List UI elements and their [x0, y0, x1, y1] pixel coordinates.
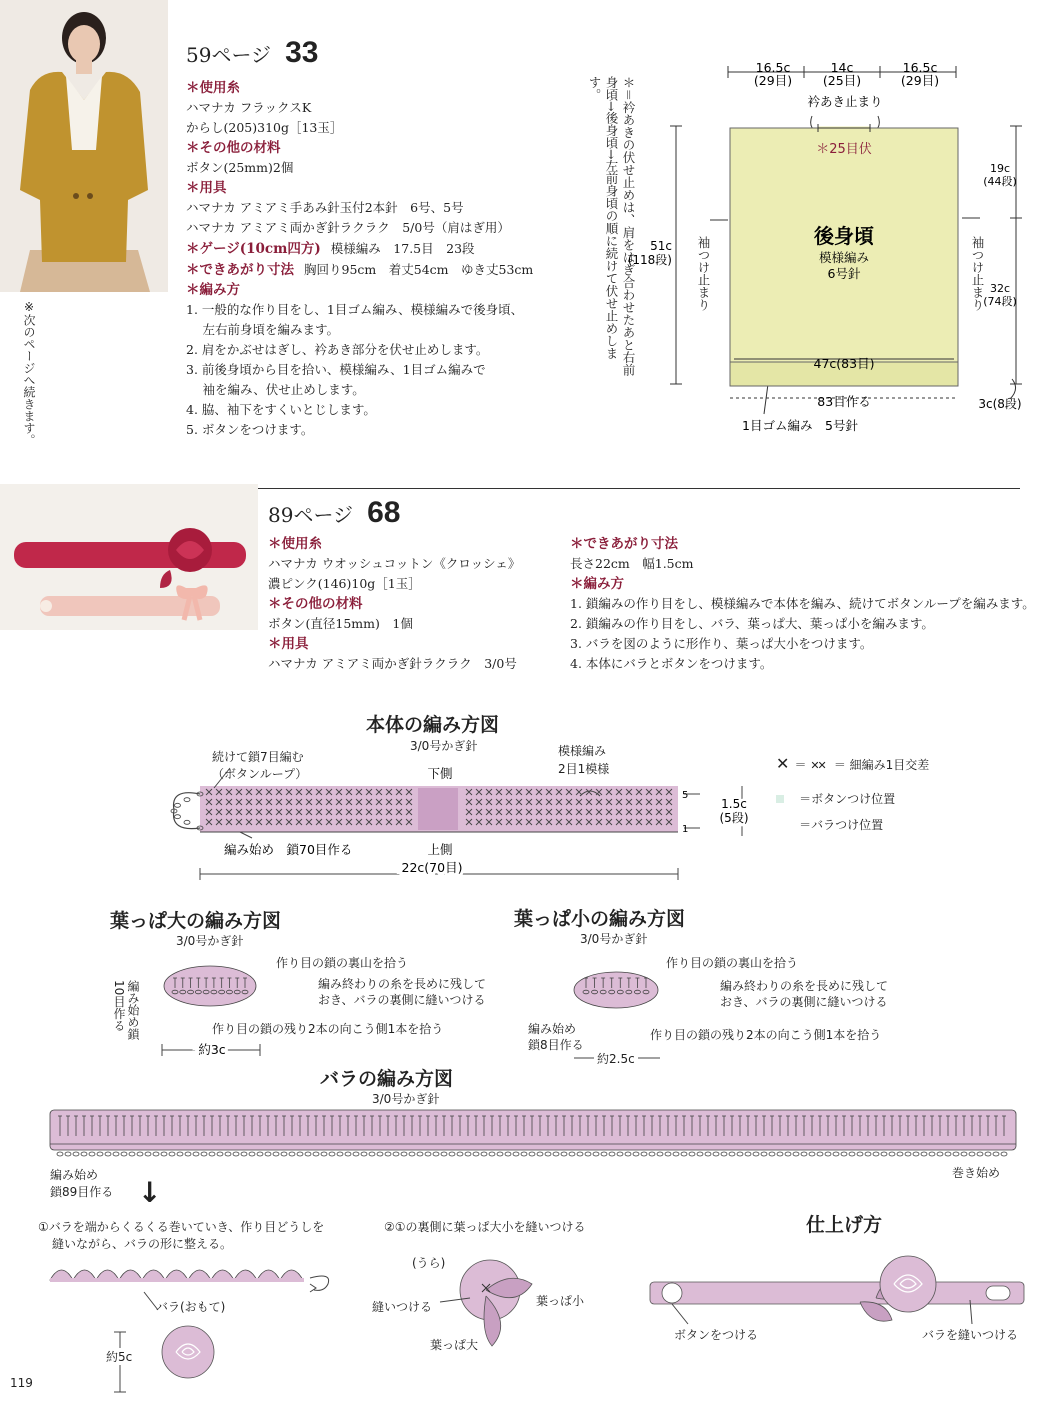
rose-chain-mark: [881, 1152, 887, 1156]
width-label: 47c(83目): [813, 356, 875, 371]
pattern33-number: 33: [285, 36, 319, 69]
cross-stitch-icon: ✕: [776, 754, 790, 773]
dim-left-cm: 16.5c: [755, 60, 791, 75]
rose-chain-mark: [465, 1152, 471, 1156]
top-side-label: 上側: [427, 842, 453, 857]
pattern33-line: ハマナカ アミアミ手あみ針玉付2本針 6号、5号: [186, 200, 464, 215]
rose-chain-mark: [257, 1152, 263, 1156]
gauge-text: 模様編み 17.5目 23段: [330, 241, 475, 256]
rose-chain-mark: [857, 1152, 863, 1156]
finishing-rose-label: バラを縫いつける: [922, 1328, 1019, 1342]
pattern-note-1: 模様編み: [558, 744, 607, 758]
sleeve-stop-right: 袖つけ止まり: [970, 236, 985, 311]
pattern33-heading: ＊その他の材料: [186, 140, 281, 156]
right-top-label: 19c: [989, 162, 1011, 175]
body-start-note: 編み始め 鎖70目作る: [224, 842, 353, 857]
rose-chain-mark: [737, 1152, 743, 1156]
rose-chain-mark: [393, 1152, 399, 1156]
rose-chain-mark: [929, 1152, 935, 1156]
rose-chain-mark: [305, 1152, 311, 1156]
pattern68-method-line: 2. 鎖編みの作り目をし、バラ、葉っぱ大、葉っぱ小を編みます。: [570, 616, 934, 631]
rose-chain-mark: [649, 1152, 655, 1156]
leaf-small-start-1: 編み始め: [528, 1022, 577, 1036]
dim-center-cm: 14c: [830, 60, 854, 75]
rose-chain-mark: [833, 1152, 839, 1156]
legend-cross-row: [776, 754, 1026, 778]
rose-chain-mark: [457, 1152, 463, 1156]
body-chart-title: 本体の編み方図: [366, 714, 500, 736]
rose-bloom-icon: [162, 1326, 214, 1378]
rose-chain-mark: [705, 1152, 711, 1156]
leaf-small-note-4: 作り目の鎖の残り2本の向こう側1本を拾う: [650, 1028, 882, 1042]
pattern33-page-ref: 59ページ: [186, 43, 272, 67]
rose-chain-mark: [409, 1152, 415, 1156]
rose-title: バラの編み方図: [320, 1068, 454, 1090]
button-loop-icon: [986, 1286, 1010, 1300]
size-row: [186, 259, 586, 280]
dim-right-cm: 16.5c: [902, 60, 938, 75]
size-text: 胸回り95cm 着丈54cm ゆき丈53cm: [304, 262, 534, 277]
bracelet-illustration: [0, 484, 258, 630]
legend-button-label: ＝ボタンつけ位置: [799, 792, 896, 806]
pattern33-line: ハマナカ アミアミ両かぎ針ラクラク 5/0号（肩はぎ用）: [186, 220, 510, 235]
finishing-title: 仕上げ方: [806, 1214, 883, 1236]
ribbing-label: 1目ゴム編み 5号針: [742, 418, 858, 433]
button-loop: [174, 793, 200, 829]
rose-chain-mark: [809, 1152, 815, 1156]
pattern68-page-ref: 89ページ: [268, 503, 354, 527]
pattern68-materials-line: 濃ピンク(146)10g［1玉］: [268, 576, 421, 591]
right-mid-label: 32c: [989, 282, 1011, 295]
pattern33-step: 4. 脇、袖下をすくいとじします。: [186, 402, 376, 417]
rose-chain-mark: [353, 1152, 359, 1156]
dim-center-sts: (25目): [822, 73, 862, 88]
rose-chain-mark: [425, 1152, 431, 1156]
leaf-small-callout: 葉っぱ小: [536, 1294, 585, 1308]
rose-chain-mark: [497, 1152, 503, 1156]
chain-stitch-mark: [174, 803, 180, 807]
leaf-small-title: 葉っぱ小の編み方図: [514, 908, 686, 930]
row-5-label: 5: [682, 790, 689, 801]
rose-chain-mark: [105, 1152, 111, 1156]
leaf-large-title: 葉っぱ大の編み方図: [110, 910, 282, 932]
jacket-photo: [0, 0, 168, 292]
rose-chain-mark: [713, 1152, 719, 1156]
rose-chain-mark: [921, 1152, 927, 1156]
body-height-label: 1.5c: [721, 797, 747, 811]
pattern-note-2: 2目1模様: [558, 762, 610, 776]
rose-chain-mark: [385, 1152, 391, 1156]
step1-line2: 縫いながら、バラの形に整える。: [52, 1237, 233, 1251]
bottom-side-label: 下側: [427, 766, 453, 781]
rose-chain-mark: [657, 1152, 663, 1156]
leaf-small-note-1: 作り目の鎖の裏山を拾う: [666, 956, 799, 970]
back-panel-title: 後身頃: [814, 224, 874, 248]
leaf-large-start: 編み始め鎖10目作る: [112, 980, 140, 1040]
cast-on-label: 83目作る: [817, 394, 871, 409]
rose-chain-mark: [785, 1152, 791, 1156]
rose-chain-mark: [721, 1152, 727, 1156]
rose-chain-mark: [537, 1152, 543, 1156]
rose-chain-mark: [849, 1152, 855, 1156]
pattern33-step: 1. 一般的な作り目をし、1目ゴム編み、模様編みで後身頃、: [186, 302, 524, 317]
rose-chain-mark: [361, 1152, 367, 1156]
rose-chain-mark: [633, 1152, 639, 1156]
rose-chain-mark: [873, 1152, 879, 1156]
method-head: ＊編み方: [186, 282, 240, 298]
rose-chain-mark: [777, 1152, 783, 1156]
step1-line1: ①バラを端からくるくる巻いていき、作り目どうしを: [38, 1220, 325, 1234]
rose-chain-mark: [761, 1152, 767, 1156]
row-1-label: 1: [682, 824, 689, 835]
rose-chain-mark: [521, 1152, 527, 1156]
rose-chain-mark: [161, 1152, 167, 1156]
rose-chain-mark: [993, 1152, 999, 1156]
rose-chain-mark: [289, 1152, 295, 1156]
legend-rose-label: ＝バラつけ位置: [799, 818, 884, 832]
pattern33-title: [186, 36, 318, 70]
rose-chain-mark: [585, 1152, 591, 1156]
bind-off-label: ＊25目伏: [816, 142, 872, 157]
rose-chain-mark: [473, 1152, 479, 1156]
rose-chain-mark: [417, 1152, 423, 1156]
leaf-large-shape: [164, 966, 256, 1006]
rose-position-box: [418, 788, 458, 830]
rose-chain-mark: [65, 1152, 71, 1156]
rose-chain-mark: [817, 1152, 823, 1156]
rose-front-label: バラ(おもて): [156, 1300, 226, 1314]
rose-chain-mark: [137, 1152, 143, 1156]
rose-chain-mark: [489, 1152, 495, 1156]
leaf-small-hook: 3/0号かぎ針: [580, 932, 648, 946]
rose-chain-mark: [889, 1152, 895, 1156]
leaf-small-note-3: おき、バラの裏側に縫いつける: [720, 995, 888, 1009]
rose-chain-mark: [297, 1152, 303, 1156]
rose-chain-mark: [577, 1152, 583, 1156]
double-cross-icon: ✕✕: [810, 759, 825, 772]
rose-chain-mark: [369, 1152, 375, 1156]
button-position-icon: [776, 795, 784, 803]
pattern68-materials: [268, 534, 558, 674]
chain-stitch-mark: [174, 815, 180, 819]
pattern68-method: [570, 534, 1040, 674]
back-needle-label: 6号針: [827, 266, 861, 281]
rose-chain-mark: [337, 1152, 343, 1156]
pattern68-materials-line: ハマナカ ウオッシュコットン《クロッシェ》: [268, 556, 521, 571]
pattern68-materials-line: ボタン(直径15mm) 1個: [268, 616, 413, 631]
step2-text: ②①の裏側に葉っぱ大小を縫いつける: [384, 1220, 586, 1234]
gauge-row: [186, 238, 586, 259]
body-chart-hook: 3/0号かぎ針: [410, 739, 478, 753]
rose-chain-mark: [569, 1152, 575, 1156]
leaf-large-note-4: 作り目の鎖の残り2本の向こう側1本を拾う: [212, 1022, 444, 1036]
pattern33-step: 3. 前後身頃から目を拾い、模様編み、1目ゴム編みで: [186, 362, 486, 377]
rose-chain-mark: [553, 1152, 559, 1156]
leaf-large-note-3: おき、バラの裏側に縫いつける: [318, 993, 486, 1007]
rose-chain-mark: [1001, 1152, 1007, 1156]
rose-chain-mark: [801, 1152, 807, 1156]
rose-chain-mark: [329, 1152, 335, 1156]
rose-chain-mark: [769, 1152, 775, 1156]
rose-chain-mark: [265, 1152, 271, 1156]
pattern33-info: [186, 78, 586, 440]
pattern68-method-line: 4. 本体にバラとボタンをつけます。: [570, 656, 773, 671]
rose-chain-mark: [129, 1152, 135, 1156]
right-top-rows: (44段): [983, 175, 1017, 188]
rose-chain-mark: [441, 1152, 447, 1156]
rose-chain-mark: [729, 1152, 735, 1156]
size-head: ＊できあがり寸法: [186, 262, 294, 278]
rose-chain-mark: [121, 1152, 127, 1156]
rose-chain-mark: [913, 1152, 919, 1156]
rose-hook: 3/0号かぎ針: [372, 1092, 440, 1106]
rose-chain-mark: [625, 1152, 631, 1156]
rose-chain-mark: [433, 1152, 439, 1156]
legend-button-row: [776, 778, 1026, 814]
rose-chain-mark: [57, 1152, 63, 1156]
rose-chain-mark: [617, 1152, 623, 1156]
rose-chain-mark: [937, 1152, 943, 1156]
loop-note-1: 続けて鎖7目編む: [212, 750, 304, 764]
section-divider: [258, 488, 1020, 489]
rose-chain-mark: [193, 1152, 199, 1156]
rose-chain-mark: [793, 1152, 799, 1156]
pattern33-heading: ＊用具: [186, 180, 227, 196]
rose-chain-mark: [593, 1152, 599, 1156]
legend-cross-label: ＝ 細編み1目交差: [833, 758, 930, 772]
rose-chain-mark: [665, 1152, 671, 1156]
rose-size-label: 約5c: [106, 1350, 133, 1364]
rose-chain-mark: [985, 1152, 991, 1156]
rose-chain-mark: [273, 1152, 279, 1156]
pattern33-lines: [186, 78, 586, 238]
left-rows-label: (118段): [627, 253, 672, 267]
right-mid-rows: (74段): [983, 295, 1017, 308]
finished-rose-icon: [880, 1256, 936, 1312]
leaf-small-note-2: 編み終わりの糸を長めに残して: [720, 979, 889, 993]
back-label: (うら): [412, 1256, 446, 1270]
rose-chain-mark: [977, 1152, 983, 1156]
pattern68-title: [268, 496, 400, 530]
rose-chain-mark: [345, 1152, 351, 1156]
rose-chain-mark: [233, 1152, 239, 1156]
rose-start-2: 鎖89目作る: [50, 1185, 114, 1199]
legend-rose-row: [776, 814, 1026, 836]
gauge-head: ＊ゲージ(10cm四方): [186, 241, 321, 257]
rose-chain-mark: [169, 1152, 175, 1156]
pattern33-line: ボタン(25mm)2個: [186, 160, 294, 175]
pattern68-materials-heading: ＊使用糸: [268, 536, 322, 552]
rose-chain-mark: [81, 1152, 87, 1156]
rose-rolling-illustration: [40, 1262, 340, 1402]
rose-chain-mark: [689, 1152, 695, 1156]
sleeve-stop-left: 袖つけ止まり: [696, 236, 711, 311]
left-height-label: 51c: [650, 239, 672, 253]
rose-chain-mark: [73, 1152, 79, 1156]
rose-chain-mark: [217, 1152, 223, 1156]
rose-start-1: 編み始め: [50, 1168, 99, 1182]
leaf-large-note-1: 作り目の鎖の裏山を拾う: [276, 956, 409, 970]
rose-chain-mark: [313, 1152, 319, 1156]
right-bottom-label: 3c(8段): [978, 397, 1022, 411]
neck-stop-label: 衿あき止まり: [807, 94, 883, 109]
legend-cross-sep: ＝: [794, 758, 811, 772]
finishing-button-label: ボタンをつける: [674, 1328, 759, 1342]
rose-chain-mark: [865, 1152, 871, 1156]
chain-stitch-mark: [184, 820, 190, 824]
rose-chain-mark: [961, 1152, 967, 1156]
rose-chain-mark: [481, 1152, 487, 1156]
down-arrow-icon: ↓: [138, 1176, 162, 1209]
roll-start-label: 巻き始め: [952, 1166, 1001, 1180]
pattern33-step: 2. 肩をかぶせはぎし、衿あき部分を伏せ止めします。: [186, 342, 489, 357]
rose-chain-mark: [601, 1152, 607, 1156]
pattern68-method-heading: ＊できあがり寸法: [570, 536, 678, 552]
rose-chain-mark: [745, 1152, 751, 1156]
rose-chain-mark: [609, 1152, 615, 1156]
rose-chain-mark: [241, 1152, 247, 1156]
continued-note: ※次のページへ続きます。: [22, 300, 36, 446]
jacket-model-illustration: [0, 0, 168, 292]
button-icon: [662, 1283, 682, 1303]
rose-chain-mark: [113, 1152, 119, 1156]
pattern68-method-line: 長さ22cm 幅1.5cm: [570, 556, 694, 571]
leaf-large-callout: 葉っぱ大: [430, 1338, 479, 1352]
bracelet-photo: [0, 484, 258, 630]
dim-left-sts: (29目): [753, 73, 793, 88]
pattern33-step: 5. ボタンをつけます。: [186, 422, 314, 437]
leaf-small-size: 約2.5c: [594, 1050, 638, 1067]
finishing-illustration: [640, 1240, 1040, 1330]
sew-on-label: 縫いつける: [372, 1300, 433, 1314]
rose-chain-mark: [281, 1152, 287, 1156]
rose-chain-mark: [825, 1152, 831, 1156]
rose-chain-mark: [209, 1152, 215, 1156]
neckline-note: ＊＝衿あきの伏せ止めは、肩をはぎ合わせたあと右前身頃→後身頃→左前身頃の順に続けて伏せ止めします。: [587, 76, 636, 377]
pattern68-method-heading: ＊編み方: [570, 576, 624, 592]
rose-chain-mark: [841, 1152, 847, 1156]
rose-chain-mark: [201, 1152, 207, 1156]
pattern68-method-line: 3. バラを図のように形作り、葉っぱ大小をつけます。: [570, 636, 873, 651]
rose-chain-mark: [681, 1152, 687, 1156]
chain-stitch-mark: [184, 798, 190, 802]
pattern33-heading: ＊使用糸: [186, 80, 240, 96]
rose-chain-mark: [753, 1152, 759, 1156]
rose-chain-mark: [97, 1152, 103, 1156]
pattern68-method-line: 1. 鎖編みの作り目をし、模様編みで本体を編み、続けてボタンループを編みます。: [570, 596, 1035, 611]
leaf-large-note-2: 編み終わりの糸を長めに残して: [318, 977, 487, 991]
rose-chain-mark: [177, 1152, 183, 1156]
leaf-large-size: 約3c: [198, 1042, 226, 1057]
pattern33-step: 左右前身頃を編みます。: [186, 322, 339, 337]
leaf-large-hook: 3/0号かぎ針: [176, 934, 244, 948]
rose-chain-mark: [641, 1152, 647, 1156]
leaf-small-start-2: 鎖8目作る: [528, 1038, 584, 1052]
body-width-label: 22c(70目): [401, 860, 463, 875]
rose-chain-mark: [561, 1152, 567, 1156]
rose-chain-mark: [545, 1152, 551, 1156]
pattern33-steps: [186, 300, 586, 440]
rose-chain-mark: [89, 1152, 95, 1156]
body-height-rows: (5段): [719, 811, 749, 825]
pattern33-line: からし(205)310g［13玉］: [186, 120, 343, 135]
pattern33-step: 袖を編み、伏せ止めします。: [186, 382, 365, 397]
rose-chain-mark: [513, 1152, 519, 1156]
rose-chain-mark: [145, 1152, 151, 1156]
rose-position-icon: [776, 821, 784, 829]
pattern68-materials-line: ハマナカ アミアミ両かぎ針ラクラク 3/0号: [268, 656, 517, 671]
pattern68-materials-heading: ＊用具: [268, 636, 309, 652]
pattern68-number: 68: [367, 496, 401, 529]
rose-chain-mark: [897, 1152, 903, 1156]
rose-chain-mark: [449, 1152, 455, 1156]
rose-chain-mark: [505, 1152, 511, 1156]
rose-chain-mark: [225, 1152, 231, 1156]
rose-chain-mark: [969, 1152, 975, 1156]
rose-chain-mark: [249, 1152, 255, 1156]
rose-chain-mark: [697, 1152, 703, 1156]
rose-chart: [40, 1104, 1030, 1164]
pattern68-materials-heading: ＊その他の材料: [268, 596, 363, 612]
loop-note-2: （ボタンループ）: [212, 767, 308, 781]
rose-chain-mark: [905, 1152, 911, 1156]
rose-chain-mark: [529, 1152, 535, 1156]
rose-chain-mark: [321, 1152, 327, 1156]
legend: [776, 754, 1026, 836]
back-stitch-label: 模様編み: [818, 250, 870, 265]
finished-band: [650, 1282, 1024, 1304]
pattern33-line: ハマナカ フラックスK: [186, 100, 312, 115]
rose-chain-mark: [945, 1152, 951, 1156]
dim-right-sts: (29目): [900, 73, 940, 88]
rose-chain-mark: [953, 1152, 959, 1156]
rose-chain-mark: [673, 1152, 679, 1156]
rose-chain-mark: [377, 1152, 383, 1156]
rose-chain-mark: [153, 1152, 159, 1156]
rose-chain-mark: [185, 1152, 191, 1156]
rose-chain-mark: [401, 1152, 407, 1156]
page-number: 119: [10, 1376, 33, 1390]
